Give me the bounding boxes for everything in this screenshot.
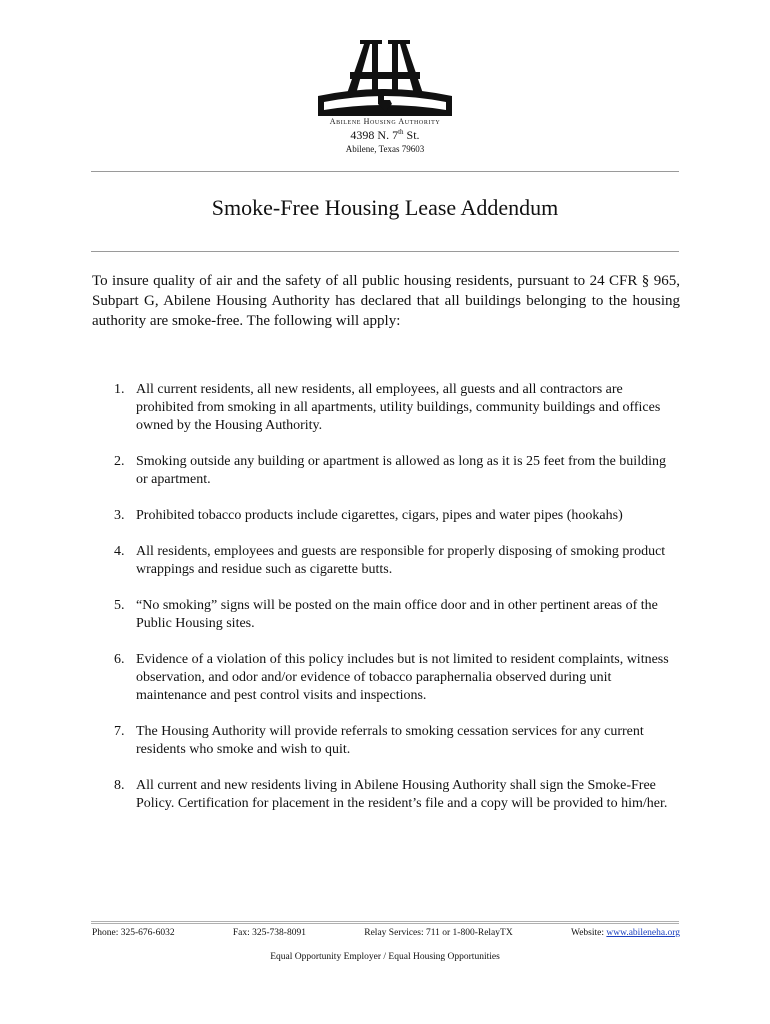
list-item [114,507,680,525]
policy-list [114,381,680,831]
footer-contacts [92,928,680,938]
list-item-text: The Housing Authority will provide referrals to smoking cessation services for any current residents who smoke and wish to quit. [136,724,644,757]
footer-relay: Relay Services: 711 or 1-800-RelayTX [364,928,513,938]
footer-website-label: Website: [570,928,607,938]
list-item-text: “No smoking” signs will be posted on the main office door and in other pertinent areas of the Public Housing sites. [136,598,658,631]
footer-website [571,928,680,938]
intro-paragraph: To insure quality of air and the safety of all public housing residents, pursuant to 24 CFR § 965, Subpart G, Abilene Housing Authority has declared that all buildings belonging to the housing authority are smoke-free. The following will apply: [92,273,680,329]
list-item-text: All residents, employees and guests are responsible for properly disposing of smoking product wrappings and residue such as cigarette butts. [136,544,666,577]
list-item [114,651,680,705]
header-divider [91,171,679,172]
list-item [114,543,680,579]
footer-phone: Phone: 325-676-6032 [92,928,175,938]
website-link[interactable]: www.abileneha.org [606,928,680,938]
list-item [114,453,680,489]
list-item-number: 6. [114,652,125,667]
list-item-number: 7. [114,724,125,739]
list-item [114,381,680,435]
list-item-text: Prohibited tobacco products include cigarettes, cigars, pipes and water pipes (hookahs) [136,508,623,523]
address-street [0,128,770,143]
list-item-number: 5. [114,598,125,613]
list-item-number: 4. [114,544,125,559]
street-number: 4398 N. 7 [350,128,399,142]
street-suffix: St. [403,128,420,142]
footer-eeo: Equal Opportunity Employer / Equal Housing Opportunities [270,952,500,962]
list-item [114,777,680,813]
list-item [114,597,680,633]
list-item-text: Evidence of a violation of this policy includes but is not limited to resident complaints, witness observation, and odor and/or evidence of tobacco paraphernalia observed during unit maintenance and pest control visits and inspections. [136,652,669,703]
title-divider [91,251,679,252]
page-title: Smoke-Free Housing Lease Addendum [211,195,559,220]
address-city: Abilene, Texas 79603 [345,144,425,154]
street-ordinal: th [398,128,404,136]
list-item-text: All current residents, all new residents, all employees, all guests and all contractors are prohibited from smoking in all apartments, utility buildings, community buildings and offices owned by the Housing Authority. [136,382,661,433]
list-item-number: 2. [114,454,125,469]
list-item [114,723,680,759]
list-item-number: 3. [114,508,125,523]
list-item-number: 8. [114,778,125,793]
list-item-text: All current and new residents living in Abilene Housing Authority shall sign the Smoke-Free Policy. Certification for placement in the resident’s file and a copy will be provided to him/her. [136,778,668,811]
footer-divider [91,921,679,924]
footer-fax: Fax: 325-738-8091 [232,928,306,938]
org-name: Abilene Housing Authority [329,117,441,126]
list-item-text: Smoking outside any building or apartment is allowed as long as it is 25 feet from the building or apartment. [136,454,666,487]
list-item-number: 1. [114,382,125,397]
